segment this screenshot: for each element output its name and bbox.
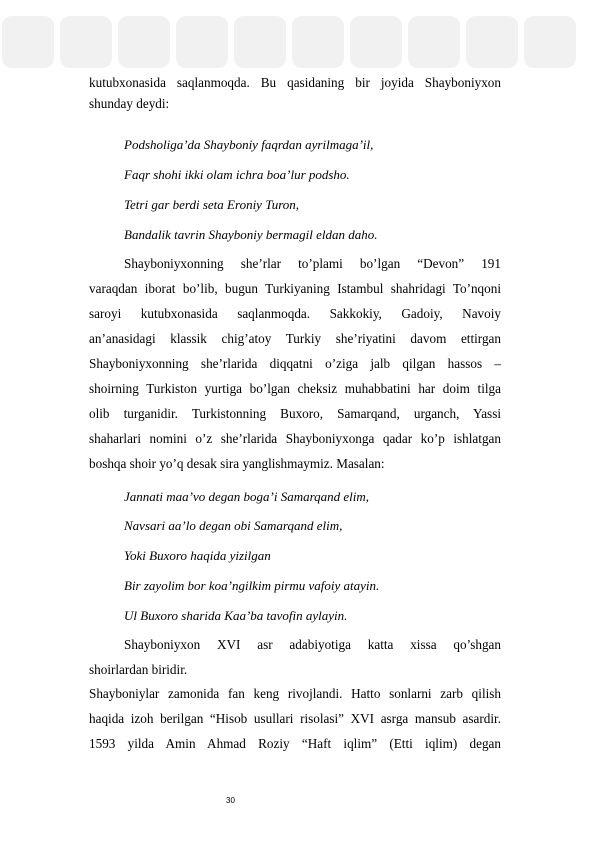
body-line: kutubxonasida saqlanmoqda. Bu qasidaning bir joyida Shayboniyxon: [89, 75, 501, 90]
body-line: shunday deydi:: [89, 96, 170, 111]
body-line: shoirning Turkiston yurtiga bo’lgan cheksiz muhabbatini har doim tilga: [89, 381, 501, 396]
page-number: 30: [226, 796, 235, 805]
verse-line: Navsari aa’lo degan obi Samarqand elim,: [124, 518, 343, 533]
body-line: saroyi kutubxonasida saqlanmoqda. Sakkokiy, Gadoiy, Navoiy: [89, 306, 501, 321]
body-line: shaharlari nomini o’z she’rlarida Shayboniyxonga qadar ko’p ishlatgan: [89, 431, 501, 446]
verse-line: Yoki Buxoro haqida yizilgan: [124, 548, 271, 563]
watermark-strip: [0, 0, 595, 80]
body-line: haqida izoh berilgan “Hisob usullari risolasi” XVI asrga mansub asardir.: [89, 711, 501, 726]
verse-line: Bir zayolim bor koa’ngilkim pirmu vafoiy atayin.: [124, 578, 380, 593]
body-line: Shayboniyxonning she’rlarida diqqatni o’ziga jalb qilgan hassos –: [89, 356, 501, 371]
body-line: Shayboniyxonning she’rlar to’plami bo’lgan “Devon” 191: [124, 256, 501, 271]
body-line: an’anasidagi klassik chig’atoy Turkiy she’riyatini davom ettirgan: [89, 331, 501, 346]
body-line: Shayboniylar zamonida fan keng rivojlandi. Hatto sonlarni zarb qilish: [89, 686, 501, 701]
body-line: Shayboniyxon XVI asr adabiyotiga katta xissa qo’shgan: [124, 637, 501, 652]
verse-line: Jannati maa’vo degan boga’i Samarqand elim,: [124, 489, 370, 504]
verse-line: Bandalik tavrin Shayboniy bermagil eldan daho.: [124, 227, 378, 242]
body-line: 1593 yilda Amin Ahmad Roziy “Haft iqlim” (Etti iqlim) degan: [89, 736, 501, 751]
verse-line: Tetri gar berdi seta Eroniy Turon,: [124, 197, 300, 212]
body-line: boshqa shoir yo’q desak sira yanglishmaymiz. Masalan:: [89, 456, 385, 471]
body-line: olib turganidir. Turkistonning Buxoro, Samarqand, urganch, Yassi: [89, 406, 501, 421]
verse-line: Ul Buxoro sharida Kaa’ba tavofin aylayin.: [124, 608, 348, 623]
verse-line: Faqr shohi ikki olam ichra boa’lur podsho.: [124, 167, 350, 182]
verse-line: Podsholiga’da Shayboniy faqrdan ayrilmaga’il,: [124, 137, 374, 152]
body-line: shoirlardan biridir.: [89, 662, 188, 677]
body-line: varaqdan iborat bo’lib, bugun Turkiyaning Istambul shahridagi To’nqoni: [89, 281, 501, 296]
